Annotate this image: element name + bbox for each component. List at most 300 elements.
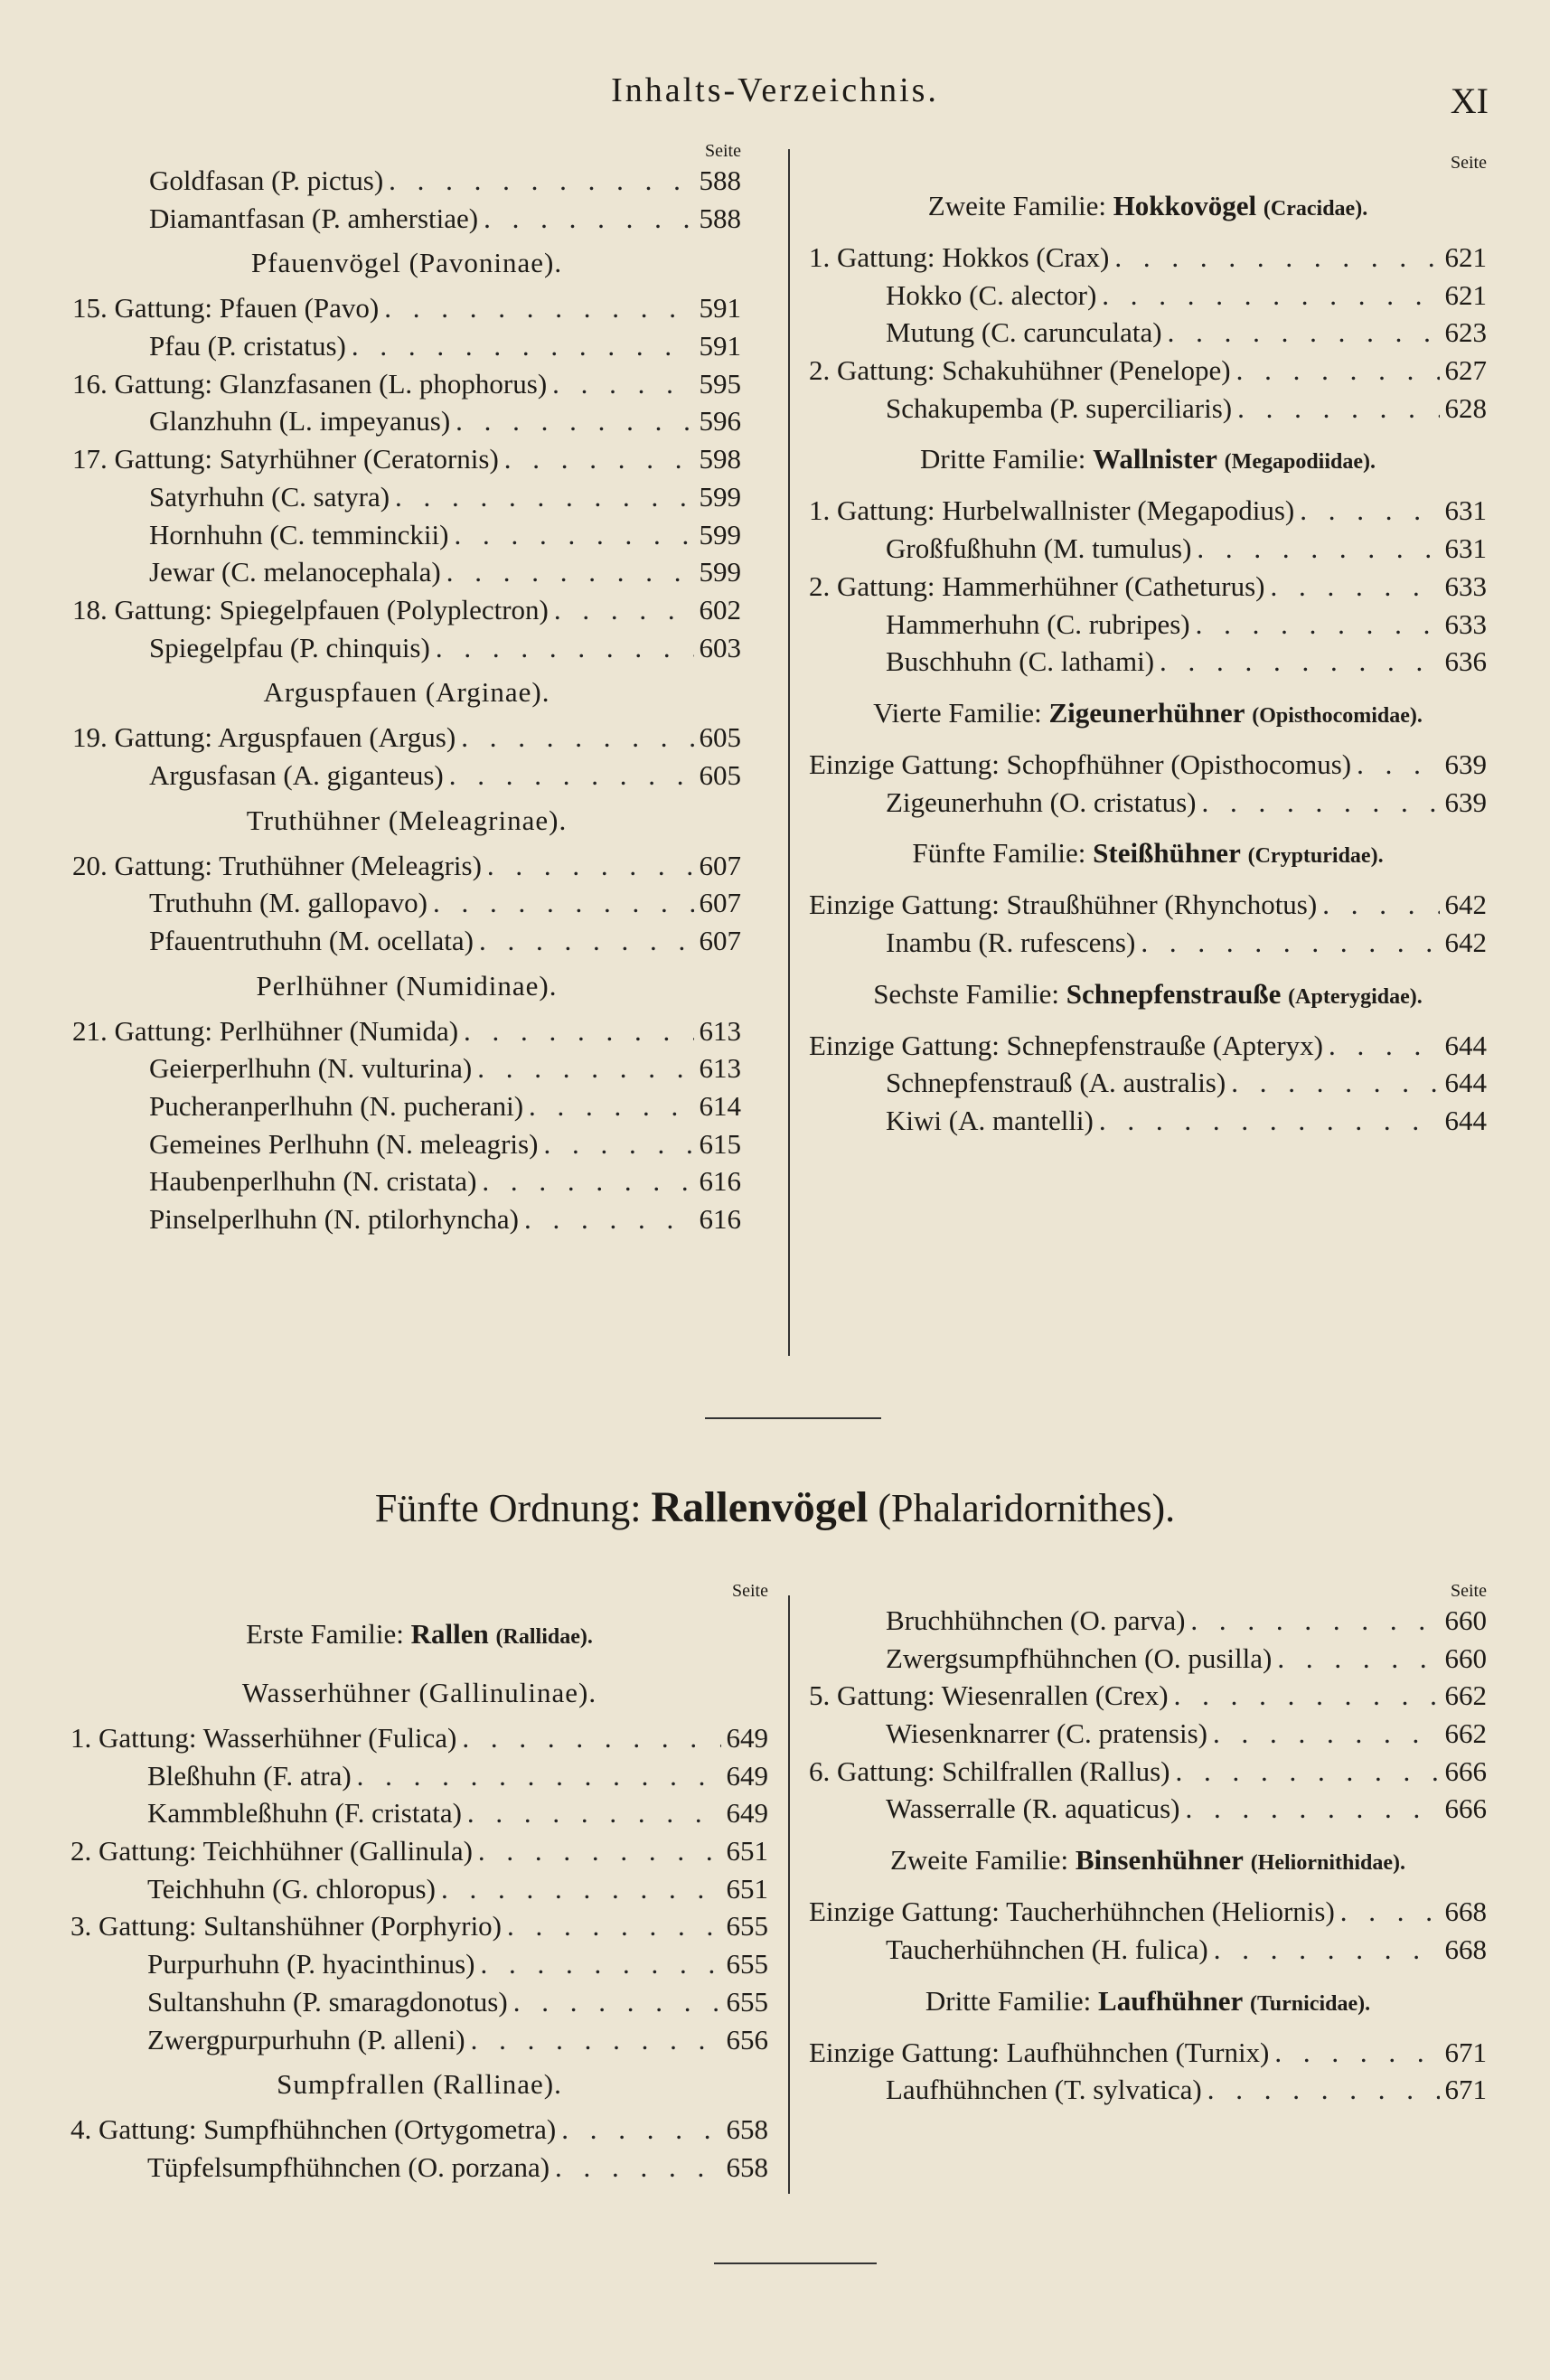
entry-text: Sultanshuhn (P. smaragdonotus) [147,1985,508,2018]
dot-leader [1264,568,1440,606]
family-label: Zweite Familie: [927,190,1106,221]
entry-text: 2. Gattung: Teichhühner (Gallinula) [70,1835,473,1867]
family-heading [809,681,1487,746]
toc-entry [809,886,1487,924]
entry-text: 21. Gattung: Perlhühner (Numida) [72,1014,459,1047]
toc-entry [809,530,1487,568]
family-heading [809,1969,1487,2034]
toc-column-right-bottom [809,1580,1487,2109]
entry-text: Truthuhn (M. gallopavo) [149,887,427,919]
dot-leader [1169,1677,1440,1715]
entry-page: 656 [726,2023,768,2055]
toc-entry [72,847,741,885]
entry-page: 628 [1444,391,1487,424]
subfamily-heading: Truthühner (Meleagrinae). [246,804,568,836]
entry-text: Einzige Gattung: Taucherhühnchen (Heliornis) [809,1896,1335,1928]
entry-text: Einzige Gattung: Straußhühner (Rhynchotus) [809,889,1318,921]
toc-entry [809,643,1487,681]
toc-entry [72,719,741,757]
entry-text: Argusfasan (A. giganteus) [149,758,444,791]
toc-entry [72,629,741,667]
toc-entry [72,516,741,554]
subfamily-heading: Sumpfrallen (Rallinae). [277,2068,562,2101]
toc-column-left-top [72,140,741,1238]
entry-text: Diamantfasan (P. amherstiae) [149,202,479,234]
entry-page: 591 [699,330,741,362]
subfamily-heading: Wasserhühner (Gallinulinae). [241,1677,597,1708]
dot-leader [1094,1102,1440,1140]
entry-page: 668 [1444,1896,1487,1928]
dot-leader [456,1719,721,1757]
dot-leader [1179,1790,1440,1828]
toc-entry [70,2021,768,2059]
toc-entry [809,1893,1487,1931]
entry-page: 660 [1444,1642,1487,1674]
toc-entry [809,746,1487,784]
family-heading [809,1828,1487,1893]
entry-page: 602 [699,593,741,626]
dot-leader [478,200,694,238]
family-latin: (Rallidae). [495,1625,593,1649]
toc-entry [72,1049,741,1087]
dot-leader [1109,239,1440,277]
dot-leader [379,289,694,327]
family-name: Rallen [410,1618,489,1650]
toc-entry [809,1640,1487,1678]
entry-page: 651 [726,1872,768,1905]
toc-entry [809,1602,1487,1640]
toc-entry [809,277,1487,315]
entry-text: Hammerhuhn (C. rubripes) [886,607,1190,640]
family-name: Zigeunerhühner [1048,696,1245,729]
entry-page: 598 [699,443,741,475]
toc-entry [809,2071,1487,2109]
dot-leader [1191,530,1440,568]
entry-page: 599 [699,480,741,513]
dot-leader [538,1125,694,1163]
toc-entry [809,1753,1487,1791]
entry-page: 627 [1444,354,1487,387]
entry-page: 607 [699,887,741,919]
entry-page: 666 [1444,1792,1487,1825]
entry-text: Wasserralle (R. aquaticus) [886,1792,1180,1825]
order-name: Rallenvögel [651,1483,869,1531]
dot-leader [1162,314,1440,352]
entry-page: 666 [1444,1754,1487,1787]
entry-page: 655 [726,1948,768,1980]
toc-entry [70,1907,768,1945]
dot-leader [523,1087,694,1125]
toc-entry [809,492,1487,530]
family-latin: (Apterygidae). [1288,984,1423,1009]
entry-page: 649 [726,1759,768,1792]
entry-text: Pfauentruthuhn (M. ocellata) [149,925,474,956]
dot-leader [441,553,694,591]
entry-text: Wiesenknarrer (C. pratensis) [886,1717,1207,1750]
dot-leader [472,1049,694,1087]
family-heading [809,427,1487,492]
section-rule-top [705,1417,881,1419]
toc-entry [809,1102,1487,1140]
dot-leader [444,757,694,795]
toc-entry [72,1087,741,1125]
toc-entry [809,1027,1487,1065]
entry-text: Einzige Gattung: Schnepfenstrauße (Apteryx) [809,1029,1324,1061]
entry-page: 591 [699,292,741,325]
toc-entry [70,1870,768,1908]
toc-entry [72,289,741,327]
toc-entry [72,1012,741,1050]
dot-leader [448,516,694,554]
entry-text: Kammbleßhuhn (F. cristata) [147,1797,462,1830]
family-latin: (Cracidae). [1263,197,1368,221]
entry-text: Glanzhuhn (L. impeyanus) [149,405,451,437]
entry-page: 662 [1444,1679,1487,1712]
entry-text: Zwergsumpfhühnchen (O. pusilla) [886,1642,1273,1674]
toc-column-left-bottom [70,1580,768,2187]
dot-leader [1207,1715,1440,1753]
dot-leader [499,440,694,478]
family-label: Dritte Familie: [920,443,1086,475]
dot-leader [1294,492,1440,530]
dot-leader [1190,606,1440,644]
toc-entry [809,1790,1487,1828]
entry-page: 639 [1444,748,1487,780]
entry-page: 613 [699,1014,741,1047]
order-title [0,1482,1550,1532]
dot-leader [1351,746,1440,784]
entry-page: 642 [1444,889,1487,921]
dot-leader [450,402,694,440]
seite-label: Seite [705,141,741,161]
entry-text: Einzige Gattung: Schopfhühner (Opisthocomus) [809,748,1352,780]
dot-leader [1196,784,1440,822]
dot-leader [474,922,694,960]
dot-leader [1170,1753,1440,1791]
entry-text: Einzige Gattung: Laufhühnchen (Turnix) [809,2036,1270,2068]
entry-page: 660 [1444,1604,1487,1636]
family-latin: (Heliornithidae). [1250,1851,1406,1876]
dot-leader [1269,2034,1440,2072]
entry-text: Pucheranperlhuhn (N. pucherani) [149,1090,524,1123]
entry-text: Teichhuhn (G. chloropus) [147,1872,436,1905]
entry-text: Jewar (C. melanocephala) [149,556,441,588]
running-header: Inhalts-Verzeichnis. [611,71,939,109]
dot-leader [1323,1027,1440,1065]
entry-text: Zigeunerhuhn (O. cristatus) [886,785,1197,818]
family-latin: (Crypturidae). [1247,844,1384,869]
entry-page: 639 [1444,785,1487,818]
dot-leader [475,1945,721,1983]
entry-text: Hokko (C. alector) [886,278,1097,311]
toc-entry [72,1162,741,1200]
entry-page: 588 [699,202,741,234]
toc-entry [809,924,1487,962]
entry-text: 1. Gattung: Wasserhühner (Fulica) [70,1722,457,1754]
entry-text: Pfau (P. cristatus) [149,330,346,362]
entry-page: 621 [1444,278,1487,311]
entry-page: 599 [699,556,741,588]
entry-text: Geierperlhuhn (N. vulturina) [149,1052,473,1085]
toc-entry [809,2034,1487,2072]
entry-page: 642 [1444,926,1487,958]
dot-leader [508,1983,721,2021]
entry-text: Gemeines Perlhuhn (N. meleagris) [149,1127,539,1160]
entry-text: 5. Gattung: Wiesenrallen (Crex) [809,1679,1169,1712]
entry-page: 605 [699,721,741,754]
entry-page: 605 [699,758,741,791]
entry-page: 616 [699,1165,741,1198]
entry-text: Schakupemba (P. superciliaris) [886,391,1233,424]
entry-page: 671 [1444,2036,1487,2068]
seite-label: Seite [1451,153,1487,173]
entry-text: 1. Gattung: Hokkos (Crax) [809,241,1110,273]
toc-entry [72,591,741,629]
dot-leader [1232,390,1440,428]
family-heading [809,821,1487,886]
entry-page: 613 [699,1052,741,1085]
toc-entry [72,365,741,403]
toc-entry [70,1794,768,1832]
entry-page: 655 [726,1910,768,1943]
entry-text: 2. Gattung: Schakuhühner (Penelope) [809,354,1231,387]
dot-leader [346,327,694,365]
entry-page: 596 [699,405,741,437]
entry-page: 658 [726,2113,768,2146]
order-prefix: Fünfte Ordnung: [374,1486,642,1530]
entry-page: 668 [1444,1933,1487,1965]
entry-page: 599 [699,518,741,550]
entry-text: Goldfasan (P. pictus) [149,165,384,196]
entry-text: 19. Gattung: Arguspfauen (Argus) [72,721,456,754]
entry-text: Spiegelpfau (P. chinquis) [149,631,430,663]
dot-leader [1208,1931,1440,1969]
entry-text: Haubenperlhuhn (N. cristata) [149,1165,477,1198]
dot-leader [556,2111,721,2149]
toc-entry [809,239,1487,277]
entry-page: 595 [699,367,741,400]
entry-text: 6. Gattung: Schilfrallen (Rallus) [809,1754,1170,1787]
toc-entry [809,352,1487,390]
entry-page: 621 [1444,241,1487,273]
dot-leader [549,591,694,629]
entry-text: Tüpfelsumpfhühnchen (O. porzana) [147,2150,550,2183]
toc-entry [72,884,741,922]
toc-entry [72,1125,741,1163]
toc-entry [70,1945,768,1983]
dot-leader [519,1200,694,1238]
section-rule-bottom [714,2262,877,2264]
dot-leader [427,884,694,922]
entry-text: Bleßhuhn (F. atra) [147,1759,352,1792]
toc-entry [809,1715,1487,1753]
dot-leader [1272,1640,1440,1678]
family-label: Fünfte Familie: [912,837,1086,870]
toc-entry [70,1719,768,1757]
entry-text: 16. Gattung: Glanzfasanen (L. phophorus) [72,367,548,400]
dot-leader [1135,924,1440,962]
toc-entry [72,757,741,795]
entry-text: Taucherhühnchen (H. fulica) [886,1933,1208,1965]
entry-page: 644 [1444,1029,1487,1061]
dot-leader [547,365,694,403]
toc-entry [72,553,741,591]
family-label: Erste Familie: [246,1618,404,1650]
entry-page: 607 [699,849,741,881]
entry-text: Schnepfenstrauß (A. australis) [886,1067,1226,1099]
toc-entry [72,922,741,960]
entry-page: 644 [1444,1067,1487,1099]
toc-entry [809,390,1487,428]
subfamily-heading: Perlhühner (Numidinae). [256,969,558,1002]
family-heading [809,174,1487,239]
entry-text: Zwergpurpurhuhn (P. alleni) [147,2023,465,2055]
family-latin: (Opisthocomidae). [1252,703,1423,728]
toc-column-right-top [809,152,1487,1140]
toc-entry [72,1200,741,1238]
toc-entry [72,478,741,516]
dot-leader [1335,1893,1440,1931]
entry-page: 633 [1444,607,1487,640]
entry-text: 2. Gattung: Hammerhühner (Catheturus) [809,569,1265,602]
entry-text: Laufhühnchen (T. sylvatica) [886,2074,1202,2106]
family-name: Binsenhühner [1075,1844,1244,1877]
entry-text: Kiwi (A. mantelli) [886,1105,1094,1136]
entry-page: 644 [1444,1105,1487,1136]
family-latin: (Megapodiidae). [1224,450,1376,475]
dot-leader [482,847,694,885]
entry-text: 15. Gattung: Pfauen (Pavo) [72,292,380,325]
toc-entry [72,402,741,440]
entry-text: Bruchhühnchen (O. parva) [886,1604,1186,1636]
toc-entry [70,2111,768,2149]
toc-entry [809,1931,1487,1969]
dot-leader [473,1832,721,1870]
entry-text: Mutung (C. carunculata) [886,316,1162,349]
column-divider-bottom [788,1595,790,2194]
dot-leader [462,1794,721,1832]
entry-text: 3. Gattung: Sultanshühner (Porphyrio) [70,1910,503,1943]
dot-leader [476,1162,694,1200]
entry-page: 603 [699,631,741,663]
entry-text: Buschhuhn (C. lathami) [886,645,1155,678]
family-name: Laufhühner [1098,1984,1244,2017]
dot-leader [1154,643,1440,681]
dot-leader [456,719,694,757]
entry-page: 607 [699,925,741,956]
entry-page: 623 [1444,316,1487,349]
dot-leader [1185,1602,1440,1640]
toc-entry [70,1832,768,1870]
toc-entry [809,314,1487,352]
dot-leader [1202,2071,1440,2109]
subfamily-heading: Arguspfauen (Arginae). [263,676,550,709]
dot-leader [458,1012,694,1050]
toc-entry [809,1677,1487,1715]
entry-text: 1. Gattung: Hurbelwallnister (Megapodius) [809,494,1295,527]
subfamily-heading: Pfauenvögel (Pavoninae). [250,247,563,279]
toc-entry [72,327,741,365]
dot-leader [390,478,694,516]
entry-text: Pinselperlhuhn (N. ptilorhyncha) [149,1203,519,1236]
dot-leader [465,2021,721,2059]
family-name: Hokkovögel [1113,190,1257,221]
family-name: Wallnister [1093,443,1217,475]
dot-leader [550,2149,721,2187]
entry-page: 614 [699,1090,741,1123]
entry-page: 655 [726,1985,768,2018]
family-name: Schnepfenstrauße [1066,977,1282,1010]
toc-entry [70,2149,768,2187]
entry-page: 649 [726,1797,768,1830]
dot-leader [502,1907,721,1945]
entry-page: 649 [726,1722,768,1754]
entry-page: 616 [699,1203,741,1236]
dot-leader [1096,277,1440,315]
entry-page: 651 [726,1835,768,1867]
toc-entry [72,440,741,478]
entry-page: 631 [1444,532,1487,565]
entry-page: 662 [1444,1717,1487,1750]
family-label: Sechste Familie: [873,977,1059,1010]
entry-text: 20. Gattung: Truthühner (Meleagris) [72,849,482,881]
dot-leader [1317,886,1440,924]
entry-text: Hornhuhn (C. temminckii) [149,518,449,550]
toc-entry [809,784,1487,822]
family-label: Vierte Familie: [873,696,1042,729]
entry-page: 615 [699,1127,741,1160]
entry-text: Purpurhuhn (P. hyacinthinus) [147,1948,475,1980]
order-latin: (Phalaridornithes). [878,1486,1176,1530]
entry-text: 18. Gattung: Spiegelpfauen (Polyplectron) [72,593,549,626]
entry-page: 588 [699,165,741,196]
entry-text: Inambu (R. rufescens) [886,926,1136,958]
family-latin: (Turnicidae). [1250,1991,1371,2016]
toc-entry [70,1983,768,2021]
dot-leader [352,1757,721,1795]
entry-text: Satyrhuhn (C. satyra) [149,480,390,513]
dot-leader [430,629,694,667]
toc-entry [72,162,741,200]
entry-page: 633 [1444,569,1487,602]
dot-leader [1231,352,1440,390]
toc-entry [809,606,1487,644]
dot-leader [383,162,694,200]
toc-entry [72,200,741,238]
entry-text: 17. Gattung: Satyrhühner (Ceratornis) [72,443,499,475]
seite-label: Seite [1451,1581,1487,1601]
entry-text: 4. Gattung: Sumpfhühnchen (Ortygometra) [70,2113,557,2146]
family-heading [70,1602,768,1667]
toc-entry [70,1757,768,1795]
toc-entry [809,568,1487,606]
page-number: XI [1450,80,1489,121]
family-name: Steißhühner [1093,837,1241,870]
entry-page: 671 [1444,2074,1487,2106]
family-label: Dritte Familie: [925,1984,1092,2017]
family-label: Zweite Familie: [889,1844,1069,1877]
family-heading [809,962,1487,1027]
entry-page: 658 [726,2150,768,2183]
dot-leader [436,1870,721,1908]
column-divider-top [788,149,790,1356]
dot-leader [1226,1064,1440,1102]
entry-page: 636 [1444,645,1487,678]
entry-text: Großfußhuhn (M. tumulus) [886,532,1192,565]
seite-label: Seite [732,1581,768,1601]
toc-entry [809,1064,1487,1102]
entry-page: 631 [1444,494,1487,527]
